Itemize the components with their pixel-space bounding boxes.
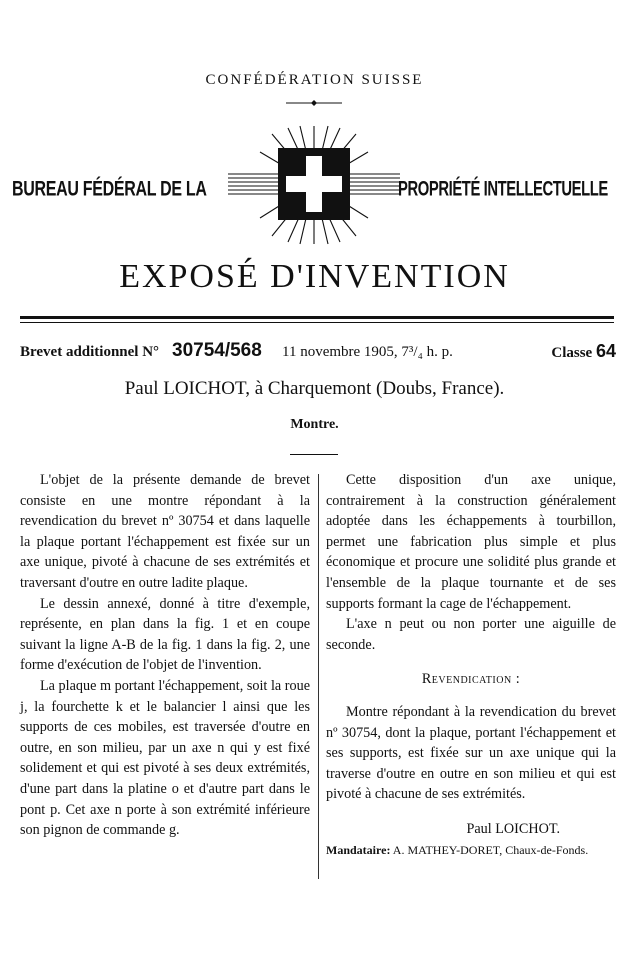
patent-class bbox=[551, 341, 616, 362]
office-name-left: BUREAU FÉDÉRAL DE LA bbox=[12, 178, 207, 201]
column-divider bbox=[318, 474, 319, 879]
paragraph: La plaque m portant l'échappement, soit la roue j, la fourchette k et le balancier l ainsi que les supports de ces mobiles, est traversée d'outre en outre, en son milieu, par un axe n qui y est fixé solidement et qui est pivoté à ses deux extrémités, d'une part dans la platine o et d'autre part dans le pont p. Cet axe n porte à son extrémité inférieure son pignon de commande g. bbox=[20, 677, 310, 839]
document-title: EXPOSÉ D'INVENTION bbox=[119, 258, 510, 295]
patent-number: 30754/568 bbox=[172, 340, 262, 361]
agent-line bbox=[326, 840, 616, 860]
paragraph: L'axe n peut ou non porter une aiguille de seconde. bbox=[326, 616, 616, 653]
patent-info-line bbox=[20, 340, 616, 364]
invention-subject: Montre. bbox=[290, 417, 339, 432]
claim-text: Montre répondant à la revendication du brevet nº 30754, dont la plaque, portant l'échappement et ses supports, est fixée sur un axe unique qui la traverse d'outre en outre en son milieu et qui est pivoté à chacune de ses extrémités. bbox=[326, 703, 616, 803]
class-number: 64 bbox=[595, 341, 616, 361]
title-rule-thick bbox=[20, 316, 614, 319]
claim-heading: Revendication : bbox=[421, 671, 521, 688]
left-column bbox=[20, 470, 310, 841]
swiss-cross-emblem bbox=[228, 124, 400, 248]
inventor-line: Paul LOICHOT, à Charquemont (Doubs, France). bbox=[124, 378, 505, 399]
office-name-right: PROPRIÉTÉ INTELLECTUELLE bbox=[398, 178, 608, 202]
ornament-divider bbox=[284, 100, 344, 106]
patent-date: 11 novembre 1905, 7³/₄ h. p. bbox=[282, 344, 453, 360]
agent-name: A. MATHEY-DORET, Chaux-de-Fonds. bbox=[392, 842, 589, 857]
paragraph: Le dessin annexé, donné à titre d'exemple, représente, en plan dans la fig. 1 et en coupe suivant la ligne A-B de la fig. 1 dans la fig. 2, une forme d'exécution de l'objet de l'invention. bbox=[20, 595, 310, 674]
patent-label: Brevet additionnel N° bbox=[20, 344, 160, 360]
signature: Paul LOICHOT. bbox=[466, 820, 560, 837]
title-rule-thin bbox=[20, 322, 614, 323]
subject-rule bbox=[290, 454, 338, 455]
paragraph: L'objet de la présente demande de brevet consiste en une montre répondant à la revendication du brevet nº 30754 et dans laquelle la plaque portant l'échappement est fixée sur un axe unique, pivoté à chacune de ses extrémités et traversant d'outre en outre ladite plaque. bbox=[20, 472, 310, 591]
confederation-heading: CONFÉDÉRATION SUISSE bbox=[205, 72, 424, 88]
paragraph: Cette disposition d'un axe unique, contrairement à la construction généralement adoptée dans les échappements à tourbillon, permet une fabrication plus simple et plus économique et procure une solidité plus grande et l'ensemble de la plaque tournante et de ses supports formant la cage de l'échappement. bbox=[326, 472, 616, 612]
right-column bbox=[326, 470, 616, 860]
agent-label: Mandataire: bbox=[326, 842, 391, 857]
class-label: Classe bbox=[551, 345, 593, 361]
